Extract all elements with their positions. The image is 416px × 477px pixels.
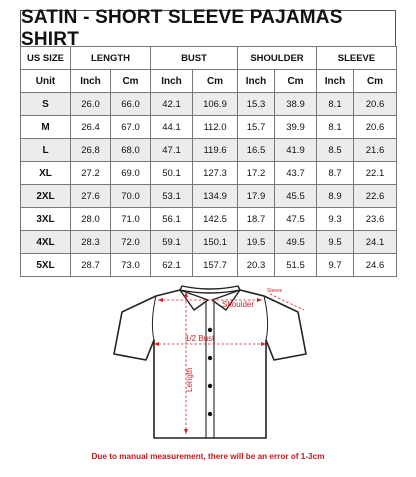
table-row xyxy=(21,185,397,208)
table-cell: 134.9 xyxy=(193,185,238,208)
size-rows xyxy=(21,93,397,277)
table-cell: 15.3 xyxy=(238,93,275,116)
table-cell: 20.3 xyxy=(238,254,275,277)
table-cell: 8.1 xyxy=(317,116,354,139)
table-cell: 8.1 xyxy=(317,93,354,116)
table-cell: 24.6 xyxy=(354,254,397,277)
table-cell: 43.7 xyxy=(275,162,317,185)
table-cell: 9.3 xyxy=(317,208,354,231)
table-cell: 127.3 xyxy=(193,162,238,185)
table-cell: 50.1 xyxy=(151,162,193,185)
unit-sleeve-cm: Cm xyxy=(354,70,397,93)
table-cell: 44.1 xyxy=(151,116,193,139)
size-label: 3XL xyxy=(21,208,71,231)
table-cell: 9.5 xyxy=(317,231,354,254)
table-cell: 73.0 xyxy=(111,254,151,277)
table-cell: 28.0 xyxy=(71,208,111,231)
table-cell: 45.5 xyxy=(275,185,317,208)
table-cell: 66.0 xyxy=(111,93,151,116)
size-label: M xyxy=(21,116,71,139)
size-label: S xyxy=(21,93,71,116)
sleeve-label: Sleeve xyxy=(267,288,283,294)
header-shoulder: SHOULDER xyxy=(238,47,317,70)
table-cell: 8.7 xyxy=(317,162,354,185)
table-cell: 20.6 xyxy=(354,116,397,139)
size-label: 4XL xyxy=(21,231,71,254)
table-cell: 157.7 xyxy=(193,254,238,277)
table-cell: 17.2 xyxy=(238,162,275,185)
table-cell: 8.9 xyxy=(317,185,354,208)
unit-bust-cm: Cm xyxy=(193,70,238,93)
table-cell: 47.1 xyxy=(151,139,193,162)
table-cell: 26.0 xyxy=(71,93,111,116)
measurement-note: Due to manual measurement, there will be an error of 1-3cm xyxy=(91,452,325,461)
table-cell: 28.7 xyxy=(71,254,111,277)
table-cell: 119.6 xyxy=(193,139,238,162)
table-cell: 26.8 xyxy=(71,139,111,162)
table-cell: 23.6 xyxy=(354,208,397,231)
table-cell: 106.9 xyxy=(193,93,238,116)
table-row xyxy=(21,116,397,139)
size-label: 5XL xyxy=(21,254,71,277)
table-cell: 27.6 xyxy=(71,185,111,208)
length-label: Length xyxy=(185,367,194,392)
table-row xyxy=(21,208,397,231)
table-row xyxy=(21,93,397,116)
table-cell: 53.1 xyxy=(151,185,193,208)
header-us-size: US SIZE xyxy=(21,47,71,70)
size-label: 2XL xyxy=(21,185,71,208)
table-cell: 67.0 xyxy=(111,116,151,139)
table-cell: 41.9 xyxy=(275,139,317,162)
unit-shoulder-inch: Inch xyxy=(238,70,275,93)
table-cell: 16.5 xyxy=(238,139,275,162)
table-cell: 27.2 xyxy=(71,162,111,185)
table-cell: 20.6 xyxy=(354,93,397,116)
table-cell: 8.5 xyxy=(317,139,354,162)
table-cell: 24.1 xyxy=(354,231,397,254)
unit-label: Unit xyxy=(21,70,71,93)
table-row xyxy=(21,162,397,185)
group-header-row xyxy=(21,47,397,70)
table-cell: 15.7 xyxy=(238,116,275,139)
table-cell: 22.6 xyxy=(354,185,397,208)
table-cell: 28.3 xyxy=(71,231,111,254)
table-cell: 150.1 xyxy=(193,231,238,254)
unit-length-cm: Cm xyxy=(111,70,151,93)
table-cell: 38.9 xyxy=(275,93,317,116)
table-cell: 112.0 xyxy=(193,116,238,139)
unit-sleeve-inch: Inch xyxy=(317,70,354,93)
unit-header-row xyxy=(21,70,397,93)
unit-length-inch: Inch xyxy=(71,70,111,93)
table-row xyxy=(21,139,397,162)
table-cell: 70.0 xyxy=(111,185,151,208)
shoulder-label: Shoulder xyxy=(222,300,255,309)
table-cell: 47.5 xyxy=(275,208,317,231)
size-label: L xyxy=(21,139,71,162)
table-cell: 19.5 xyxy=(238,231,275,254)
table-cell: 17.9 xyxy=(238,185,275,208)
chart-title: SATIN - SHORT SLEEVE PAJAMAS SHIRT xyxy=(20,10,396,46)
table-cell: 21.6 xyxy=(354,139,397,162)
table-row xyxy=(21,231,397,254)
table-cell: 59.1 xyxy=(151,231,193,254)
table-cell: 26.4 xyxy=(71,116,111,139)
table-cell: 62.1 xyxy=(151,254,193,277)
bust-label: 1/2 Bust xyxy=(185,334,215,343)
table-cell: 42.1 xyxy=(151,93,193,116)
header-sleeve: SLEEVE xyxy=(317,47,397,70)
table-cell: 18.7 xyxy=(238,208,275,231)
table-cell: 51.5 xyxy=(275,254,317,277)
table-cell: 142.5 xyxy=(193,208,238,231)
table-cell: 68.0 xyxy=(111,139,151,162)
header-bust: BUST xyxy=(151,47,238,70)
size-label: XL xyxy=(21,162,71,185)
size-table xyxy=(20,46,397,277)
unit-bust-inch: Inch xyxy=(151,70,193,93)
table-cell: 9.7 xyxy=(317,254,354,277)
table-cell: 72.0 xyxy=(111,231,151,254)
table-row xyxy=(21,254,397,277)
header-length: LENGTH xyxy=(71,47,151,70)
unit-shoulder-cm: Cm xyxy=(275,70,317,93)
table-cell: 69.0 xyxy=(111,162,151,185)
table-cell: 71.0 xyxy=(111,208,151,231)
table-cell: 22.1 xyxy=(354,162,397,185)
table-cell: 56.1 xyxy=(151,208,193,231)
table-cell: 49.5 xyxy=(275,231,317,254)
table-cell: 39.9 xyxy=(275,116,317,139)
shirt-measurement-diagram xyxy=(110,282,310,442)
